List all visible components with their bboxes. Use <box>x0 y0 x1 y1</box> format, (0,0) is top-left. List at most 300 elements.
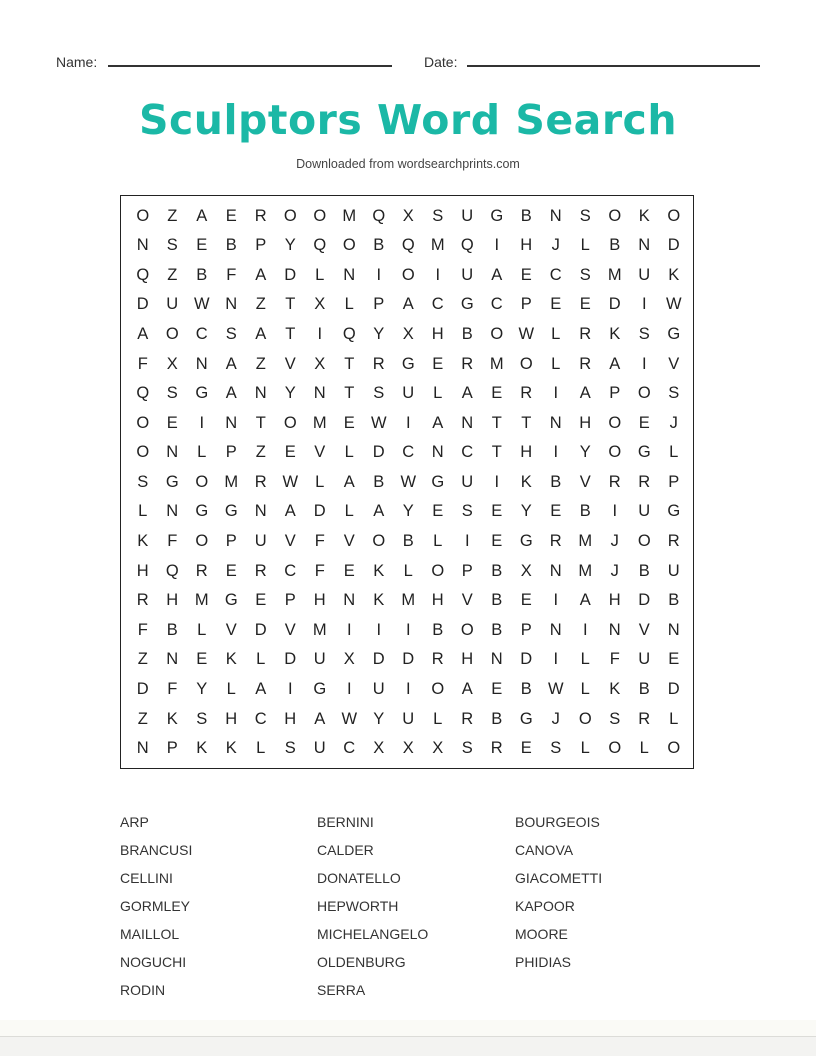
grid-cell[interactable]: A <box>255 680 267 699</box>
grid-cell[interactable]: J <box>610 561 619 580</box>
grid-cell[interactable]: S <box>137 472 149 491</box>
grid-cell[interactable]: S <box>461 739 473 758</box>
grid-cell[interactable]: P <box>668 472 680 491</box>
grid-cell[interactable]: R <box>431 650 444 669</box>
grid-cell[interactable]: E <box>520 739 532 758</box>
grid-cell[interactable]: Q <box>136 265 150 284</box>
grid-cell[interactable]: L <box>226 680 236 699</box>
grid-cell[interactable]: W <box>547 680 564 699</box>
grid-cell[interactable]: E <box>343 413 355 432</box>
grid-cell[interactable]: C <box>343 739 356 758</box>
grid-cell[interactable]: E <box>550 502 562 521</box>
grid-cell[interactable]: I <box>641 354 647 373</box>
grid-cell[interactable]: B <box>373 472 385 491</box>
grid-cell[interactable]: A <box>314 709 326 728</box>
grid-cell[interactable]: H <box>284 709 297 728</box>
grid-cell[interactable]: Z <box>167 265 178 284</box>
grid-cell[interactable]: H <box>225 709 238 728</box>
grid-cell[interactable]: R <box>608 472 621 491</box>
grid-cell[interactable]: N <box>549 620 562 639</box>
grid-cell[interactable]: N <box>195 354 208 373</box>
grid-cell[interactable]: L <box>580 236 590 255</box>
grid-cell[interactable]: D <box>372 650 385 669</box>
grid-cell[interactable]: X <box>402 206 414 225</box>
grid-cell[interactable]: O <box>667 739 681 758</box>
grid-cell[interactable]: O <box>136 443 150 462</box>
grid-cell[interactable]: G <box>195 384 209 403</box>
grid-cell[interactable]: L <box>315 265 325 284</box>
grid-cell[interactable]: P <box>225 532 237 551</box>
grid-cell[interactable]: A <box>461 680 473 699</box>
grid-cell[interactable]: L <box>580 650 590 669</box>
grid-cell[interactable]: I <box>582 620 588 639</box>
grid-cell[interactable]: H <box>579 413 592 432</box>
grid-cell[interactable]: R <box>520 384 533 403</box>
grid-cell[interactable]: D <box>667 680 680 699</box>
grid-cell[interactable]: S <box>579 206 591 225</box>
grid-cell[interactable]: L <box>256 650 266 669</box>
grid-cell[interactable]: E <box>196 650 208 669</box>
grid-cell[interactable]: O <box>608 413 622 432</box>
grid-cell[interactable]: R <box>667 532 680 551</box>
grid-cell[interactable]: X <box>520 561 532 580</box>
grid-cell[interactable]: I <box>553 650 559 669</box>
grid-cell[interactable]: C <box>284 561 297 580</box>
grid-cell[interactable]: O <box>342 236 356 255</box>
grid-cell[interactable]: M <box>224 472 239 491</box>
grid-cell[interactable]: L <box>344 443 354 462</box>
grid-cell[interactable]: N <box>667 620 680 639</box>
grid-cell[interactable]: A <box>402 295 414 314</box>
grid-cell[interactable]: H <box>520 236 533 255</box>
grid-cell[interactable]: D <box>667 236 680 255</box>
grid-cell[interactable]: A <box>225 354 237 373</box>
grid-cell[interactable]: O <box>490 324 504 343</box>
grid-cell[interactable]: I <box>376 620 382 639</box>
grid-cell[interactable]: C <box>431 295 444 314</box>
grid-cell[interactable]: B <box>196 265 208 284</box>
grid-cell[interactable]: N <box>254 384 267 403</box>
grid-cell[interactable]: B <box>550 472 562 491</box>
grid-cell[interactable]: A <box>609 354 621 373</box>
grid-cell[interactable]: I <box>494 236 500 255</box>
grid-cell[interactable]: S <box>432 206 444 225</box>
grid-cell[interactable]: B <box>609 236 621 255</box>
grid-cell[interactable]: N <box>638 236 651 255</box>
grid-cell[interactable]: A <box>461 384 473 403</box>
grid-cell[interactable]: L <box>138 502 148 521</box>
grid-cell[interactable]: B <box>668 591 680 610</box>
grid-cell[interactable]: T <box>285 295 296 314</box>
grid-cell[interactable]: Y <box>373 324 385 343</box>
grid-cell[interactable]: B <box>520 680 532 699</box>
grid-cell[interactable]: B <box>461 324 473 343</box>
grid-cell[interactable]: O <box>136 206 150 225</box>
grid-cell[interactable]: N <box>608 620 621 639</box>
grid-cell[interactable]: C <box>402 443 415 462</box>
grid-cell[interactable]: F <box>314 532 325 551</box>
grid-cell[interactable]: B <box>638 680 650 699</box>
grid-cell[interactable]: O <box>460 620 474 639</box>
grid-cell[interactable]: O <box>372 532 386 551</box>
grid-cell[interactable]: R <box>254 561 267 580</box>
name-field[interactable] <box>108 65 392 67</box>
grid-cell[interactable]: G <box>667 324 681 343</box>
grid-cell[interactable]: Y <box>284 384 296 403</box>
grid-cell[interactable]: K <box>520 472 532 491</box>
grid-cell[interactable]: H <box>461 650 474 669</box>
grid-cell[interactable]: O <box>283 413 297 432</box>
grid-cell[interactable]: I <box>553 591 559 610</box>
grid-cell[interactable]: R <box>195 561 208 580</box>
grid-cell[interactable]: T <box>491 443 502 462</box>
grid-cell[interactable]: K <box>668 265 680 284</box>
grid-cell[interactable]: O <box>165 324 179 343</box>
grid-cell[interactable]: G <box>431 472 445 491</box>
grid-cell[interactable]: W <box>518 324 535 343</box>
grid-cell[interactable]: K <box>638 206 650 225</box>
grid-cell[interactable]: R <box>372 354 385 373</box>
grid-cell[interactable]: G <box>165 472 179 491</box>
grid-cell[interactable]: R <box>579 324 592 343</box>
grid-cell[interactable]: G <box>490 206 504 225</box>
grid-cell[interactable]: A <box>579 591 591 610</box>
grid-cell[interactable]: U <box>313 739 326 758</box>
grid-cell[interactable]: E <box>550 295 562 314</box>
grid-cell[interactable]: N <box>313 384 326 403</box>
grid-cell[interactable]: C <box>461 443 474 462</box>
grid-cell[interactable]: E <box>225 206 237 225</box>
grid-cell[interactable]: Y <box>579 443 591 462</box>
grid-cell[interactable]: N <box>343 265 356 284</box>
grid-cell[interactable]: H <box>431 324 444 343</box>
grid-cell[interactable]: V <box>225 620 237 639</box>
grid-cell[interactable]: D <box>402 650 415 669</box>
grid-cell[interactable]: A <box>373 502 385 521</box>
grid-cell[interactable]: H <box>520 443 533 462</box>
grid-cell[interactable]: F <box>226 265 237 284</box>
grid-cell[interactable]: A <box>255 265 267 284</box>
grid-cell[interactable]: O <box>637 384 651 403</box>
grid-cell[interactable]: Y <box>520 502 532 521</box>
grid-cell[interactable]: C <box>549 265 562 284</box>
grid-cell[interactable]: A <box>255 324 267 343</box>
grid-cell[interactable]: I <box>612 502 618 521</box>
grid-cell[interactable]: T <box>344 354 355 373</box>
grid-cell[interactable]: F <box>167 680 178 699</box>
grid-cell[interactable]: I <box>494 472 500 491</box>
grid-cell[interactable]: I <box>435 265 441 284</box>
grid-cell[interactable]: R <box>461 354 474 373</box>
grid-cell[interactable]: I <box>553 443 559 462</box>
grid-cell[interactable]: X <box>402 324 414 343</box>
grid-cell[interactable]: O <box>401 265 415 284</box>
grid-cell[interactable]: G <box>519 532 533 551</box>
grid-cell[interactable]: Q <box>460 236 474 255</box>
grid-cell[interactable]: B <box>638 561 650 580</box>
grid-cell[interactable]: U <box>372 680 385 699</box>
grid-cell[interactable]: L <box>256 739 266 758</box>
grid-cell[interactable]: S <box>668 384 680 403</box>
grid-cell[interactable]: L <box>433 709 443 728</box>
grid-cell[interactable]: L <box>433 384 443 403</box>
grid-cell[interactable]: P <box>520 620 532 639</box>
grid-cell[interactable]: G <box>637 443 651 462</box>
grid-cell[interactable]: N <box>136 739 149 758</box>
grid-cell[interactable]: U <box>461 472 474 491</box>
grid-cell[interactable]: M <box>194 591 209 610</box>
grid-cell[interactable]: M <box>430 236 445 255</box>
grid-cell[interactable]: P <box>609 384 621 403</box>
grid-cell[interactable]: F <box>137 620 148 639</box>
grid-cell[interactable]: G <box>224 591 238 610</box>
grid-cell[interactable]: L <box>580 680 590 699</box>
grid-cell[interactable]: V <box>343 532 355 551</box>
grid-cell[interactable]: E <box>668 650 680 669</box>
grid-cell[interactable]: B <box>402 532 414 551</box>
grid-cell[interactable]: Y <box>196 680 208 699</box>
grid-cell[interactable]: S <box>196 709 208 728</box>
grid-cell[interactable]: B <box>491 591 503 610</box>
grid-cell[interactable]: N <box>343 591 356 610</box>
grid-cell[interactable]: V <box>579 472 591 491</box>
grid-cell[interactable]: L <box>197 443 207 462</box>
grid-cell[interactable]: E <box>343 561 355 580</box>
grid-cell[interactable]: U <box>638 502 651 521</box>
grid-cell[interactable]: V <box>461 591 473 610</box>
grid-cell[interactable]: F <box>137 354 148 373</box>
grid-cell[interactable]: Z <box>167 206 178 225</box>
grid-cell[interactable]: O <box>608 739 622 758</box>
grid-cell[interactable]: Z <box>255 354 266 373</box>
grid-cell[interactable]: G <box>313 680 327 699</box>
grid-cell[interactable]: E <box>255 591 267 610</box>
grid-cell[interactable]: O <box>136 413 150 432</box>
grid-cell[interactable]: N <box>549 206 562 225</box>
grid-cell[interactable]: B <box>432 620 444 639</box>
grid-cell[interactable]: N <box>549 561 562 580</box>
grid-cell[interactable]: H <box>431 591 444 610</box>
grid-cell[interactable]: G <box>460 295 474 314</box>
grid-cell[interactable]: W <box>282 472 299 491</box>
grid-cell[interactable]: U <box>638 650 651 669</box>
grid-cell[interactable]: L <box>433 532 443 551</box>
grid-cell[interactable]: O <box>313 206 327 225</box>
grid-cell[interactable]: H <box>313 591 326 610</box>
grid-cell[interactable]: F <box>314 561 325 580</box>
grid-cell[interactable]: X <box>373 739 385 758</box>
grid-cell[interactable]: S <box>461 502 473 521</box>
grid-cell[interactable]: K <box>609 680 621 699</box>
grid-cell[interactable]: N <box>225 413 238 432</box>
grid-cell[interactable]: N <box>136 236 149 255</box>
grid-cell[interactable]: O <box>195 532 209 551</box>
grid-cell[interactable]: S <box>609 709 621 728</box>
grid-cell[interactable]: W <box>665 295 682 314</box>
grid-cell[interactable]: G <box>519 709 533 728</box>
grid-cell[interactable]: O <box>578 709 592 728</box>
grid-cell[interactable]: M <box>489 354 504 373</box>
grid-cell[interactable]: T <box>521 413 532 432</box>
grid-cell[interactable]: R <box>549 532 562 551</box>
grid-cell[interactable]: L <box>344 502 354 521</box>
grid-cell[interactable]: R <box>136 591 149 610</box>
grid-cell[interactable]: W <box>341 709 358 728</box>
grid-cell[interactable]: N <box>225 295 238 314</box>
grid-cell[interactable]: K <box>137 532 149 551</box>
grid-cell[interactable]: U <box>638 265 651 284</box>
grid-cell[interactable]: V <box>314 443 326 462</box>
grid-cell[interactable]: I <box>553 384 559 403</box>
grid-cell[interactable]: T <box>255 413 266 432</box>
grid-cell[interactable]: B <box>373 236 385 255</box>
grid-cell[interactable]: V <box>668 354 680 373</box>
grid-cell[interactable]: T <box>491 413 502 432</box>
grid-cell[interactable]: Q <box>342 324 356 343</box>
grid-cell[interactable]: W <box>193 295 210 314</box>
grid-cell[interactable]: S <box>284 739 296 758</box>
grid-cell[interactable]: O <box>431 680 445 699</box>
grid-cell[interactable]: P <box>166 739 178 758</box>
grid-cell[interactable]: E <box>196 236 208 255</box>
grid-cell[interactable]: M <box>578 561 593 580</box>
grid-cell[interactable]: C <box>490 295 503 314</box>
grid-cell[interactable]: I <box>346 620 352 639</box>
grid-cell[interactable]: T <box>344 384 355 403</box>
grid-cell[interactable]: C <box>195 324 208 343</box>
grid-cell[interactable]: E <box>491 384 503 403</box>
grid-cell[interactable]: U <box>461 265 474 284</box>
grid-cell[interactable]: A <box>432 413 444 432</box>
grid-cell[interactable]: B <box>166 620 178 639</box>
grid-cell[interactable]: K <box>609 324 621 343</box>
grid-cell[interactable]: X <box>314 354 326 373</box>
grid-cell[interactable]: T <box>285 324 296 343</box>
grid-cell[interactable]: E <box>520 265 532 284</box>
grid-cell[interactable]: A <box>137 324 149 343</box>
grid-cell[interactable]: I <box>287 680 293 699</box>
grid-cell[interactable]: D <box>284 265 297 284</box>
grid-cell[interactable]: B <box>225 236 237 255</box>
grid-cell[interactable]: Q <box>136 384 150 403</box>
grid-cell[interactable]: P <box>225 443 237 462</box>
grid-cell[interactable]: F <box>609 650 620 669</box>
grid-cell[interactable]: K <box>373 561 385 580</box>
grid-cell[interactable]: R <box>579 354 592 373</box>
grid-cell[interactable]: X <box>166 354 178 373</box>
grid-cell[interactable]: R <box>638 472 651 491</box>
grid-cell[interactable]: R <box>254 206 267 225</box>
grid-cell[interactable]: L <box>669 709 679 728</box>
grid-cell[interactable]: P <box>461 561 473 580</box>
grid-cell[interactable]: N <box>490 650 503 669</box>
grid-cell[interactable]: O <box>608 206 622 225</box>
grid-cell[interactable]: O <box>195 472 209 491</box>
grid-cell[interactable]: U <box>166 295 179 314</box>
grid-cell[interactable]: P <box>284 591 296 610</box>
grid-cell[interactable]: I <box>405 680 411 699</box>
grid-cell[interactable]: R <box>490 739 503 758</box>
grid-cell[interactable]: D <box>313 502 326 521</box>
grid-cell[interactable]: D <box>284 650 297 669</box>
grid-cell[interactable]: N <box>166 443 179 462</box>
grid-cell[interactable]: I <box>405 620 411 639</box>
grid-cell[interactable]: E <box>491 680 503 699</box>
grid-cell[interactable]: S <box>166 384 178 403</box>
grid-cell[interactable]: I <box>199 413 205 432</box>
grid-cell[interactable]: V <box>638 620 650 639</box>
grid-cell[interactable]: D <box>520 650 533 669</box>
grid-cell[interactable]: H <box>136 561 149 580</box>
grid-cell[interactable]: A <box>579 384 591 403</box>
grid-cell[interactable]: M <box>401 591 416 610</box>
grid-cell[interactable]: A <box>491 265 503 284</box>
grid-cell[interactable]: X <box>343 650 355 669</box>
grid-cell[interactable]: I <box>405 413 411 432</box>
grid-cell[interactable]: Q <box>372 206 386 225</box>
grid-cell[interactable]: A <box>225 384 237 403</box>
grid-cell[interactable]: D <box>136 680 149 699</box>
grid-cell[interactable]: E <box>225 561 237 580</box>
grid-cell[interactable]: S <box>225 324 237 343</box>
grid-cell[interactable]: N <box>549 413 562 432</box>
grid-cell[interactable]: R <box>461 709 474 728</box>
grid-cell[interactable]: E <box>166 413 178 432</box>
grid-cell[interactable]: D <box>136 295 149 314</box>
grid-cell[interactable]: W <box>370 413 387 432</box>
grid-cell[interactable]: O <box>431 561 445 580</box>
grid-cell[interactable]: L <box>551 324 561 343</box>
grid-cell[interactable]: B <box>579 502 591 521</box>
grid-cell[interactable]: M <box>342 206 357 225</box>
grid-cell[interactable]: W <box>400 472 417 491</box>
grid-cell[interactable]: L <box>669 443 679 462</box>
grid-cell[interactable]: N <box>166 502 179 521</box>
grid-cell[interactable]: Y <box>373 709 385 728</box>
grid-cell[interactable]: J <box>669 413 678 432</box>
grid-cell[interactable]: D <box>254 620 267 639</box>
grid-cell[interactable]: E <box>284 443 296 462</box>
grid-cell[interactable]: Q <box>165 561 179 580</box>
grid-cell[interactable]: U <box>313 650 326 669</box>
grid-cell[interactable]: G <box>224 502 238 521</box>
grid-cell[interactable]: L <box>551 354 561 373</box>
grid-cell[interactable]: U <box>254 532 267 551</box>
grid-cell[interactable]: V <box>284 354 296 373</box>
grid-cell[interactable]: G <box>401 354 415 373</box>
grid-cell[interactable]: K <box>225 739 237 758</box>
grid-cell[interactable]: E <box>432 502 444 521</box>
grid-cell[interactable]: U <box>667 561 680 580</box>
grid-cell[interactable]: P <box>520 295 532 314</box>
grid-cell[interactable]: D <box>638 591 651 610</box>
grid-cell[interactable]: I <box>641 295 647 314</box>
grid-cell[interactable]: I <box>376 265 382 284</box>
grid-cell[interactable]: G <box>195 502 209 521</box>
grid-cell[interactable]: S <box>638 324 650 343</box>
grid-cell[interactable]: O <box>519 354 533 373</box>
grid-cell[interactable]: N <box>254 502 267 521</box>
grid-cell[interactable]: V <box>284 620 296 639</box>
grid-cell[interactable]: U <box>402 384 415 403</box>
grid-cell[interactable]: I <box>346 680 352 699</box>
grid-cell[interactable]: K <box>225 650 237 669</box>
grid-cell[interactable]: Q <box>401 236 415 255</box>
grid-cell[interactable]: P <box>373 295 385 314</box>
grid-cell[interactable]: S <box>550 739 562 758</box>
grid-cell[interactable]: K <box>166 709 178 728</box>
grid-cell[interactable]: H <box>608 591 621 610</box>
